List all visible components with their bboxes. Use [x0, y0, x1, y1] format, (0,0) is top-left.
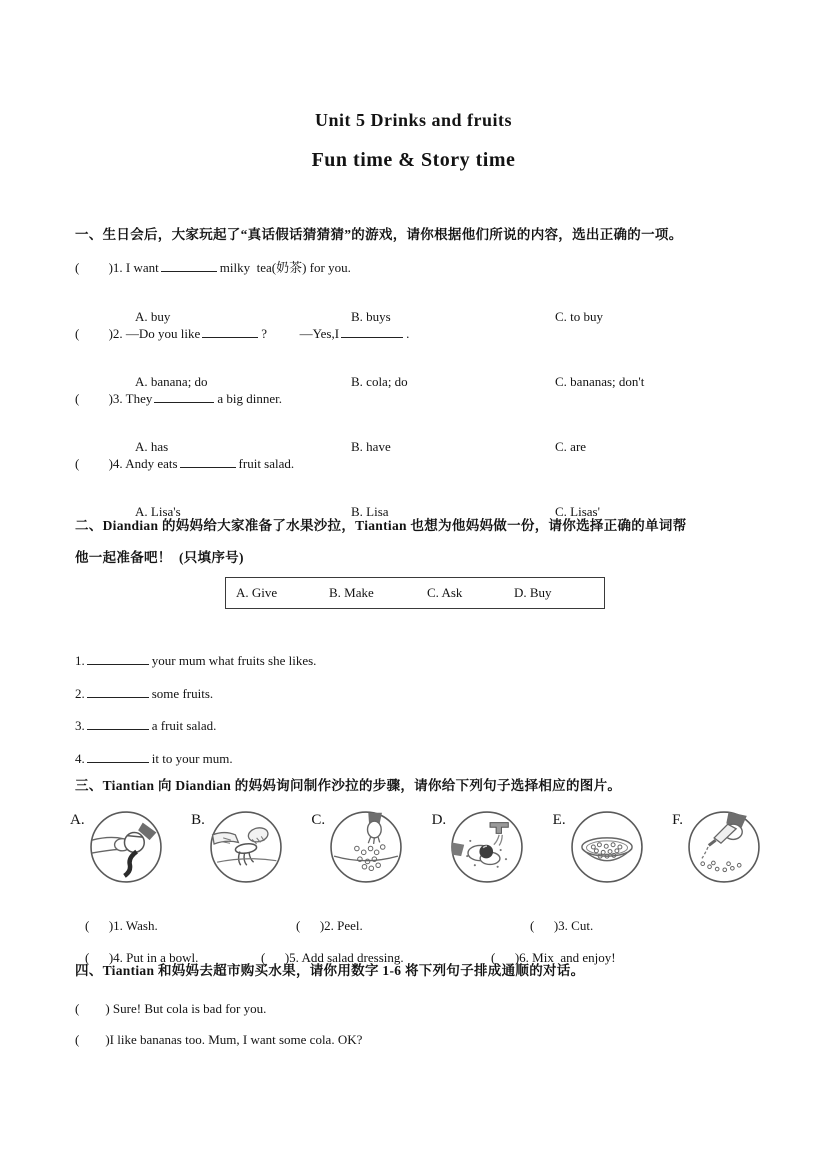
word-bank-option-a: A. Give — [236, 585, 278, 600]
option-a: A. buy — [135, 309, 171, 325]
answer-blank — [161, 259, 217, 272]
step-1-wash: ( )1. Wash. — [85, 918, 158, 934]
option-b: B. cola; do — [351, 374, 408, 390]
wash-fruit-image — [449, 806, 525, 888]
fruit-salad-bowl-image — [569, 806, 645, 888]
step-6-mix-enjoy: ( )6. Mix and enjoy! — [491, 950, 616, 966]
question-2-text: ( )2. —Do you like — [75, 326, 201, 341]
fill-item-1 — [75, 652, 316, 669]
step-4-put-in-bowl: ( )4. Put in a bowl. — [85, 950, 199, 966]
image-a-label: A. — [70, 812, 85, 828]
section3-heading: 三、Tiantian 向 Diandian 的妈妈询问制作沙拉的步骤，请你给下列句子选择相应的图片。 — [75, 778, 622, 793]
option-c: C. are — [555, 439, 587, 455]
section1-heading: 一、生日会后，大家玩起了“真话假话猜猜猜”的游戏，请你根据他们所说的内容，选出正确的一项。 — [75, 227, 683, 242]
page-title: Unit 5 Drinks and fruits — [314, 110, 513, 130]
dialogue-line-2: ( )I like bananas too. Mum, I want some cola. OK? — [75, 1032, 363, 1047]
word-bank-box — [225, 577, 605, 609]
image-d — [432, 806, 526, 888]
image-e — [553, 806, 645, 888]
question-3-text-after: a big dinner. — [217, 391, 283, 406]
peel-banana-image — [208, 806, 284, 888]
word-bank-option-c: C. Ask — [427, 585, 463, 600]
image-e-label: E. — [552, 812, 566, 828]
item-number: 4. — [75, 751, 85, 766]
word-bank-option-d: D. Buy — [514, 585, 552, 600]
option-b: B. buys — [351, 309, 391, 325]
put-in-bowl-image — [328, 806, 404, 888]
question-4 — [75, 455, 294, 472]
question-2-text-after: . — [406, 326, 410, 341]
fill-item-4 — [75, 750, 233, 767]
image-f — [672, 806, 762, 888]
question-4-text-after: fruit salad. — [238, 456, 295, 471]
answer-blank — [87, 685, 149, 698]
option-c: C. to buy — [555, 309, 604, 325]
fill-item-2 — [75, 685, 213, 702]
fill-item-3 — [75, 717, 216, 734]
item-number: 3. — [75, 718, 85, 733]
answer-blank — [180, 455, 236, 468]
question-3-text: ( )3. They — [75, 391, 153, 406]
question-4-text: ( )4. Andy eats — [75, 456, 178, 471]
step-5-add-dressing: ( )5. Add salad dressing. — [261, 950, 404, 966]
add-dressing-image — [686, 806, 762, 888]
option-a: A. banana; do — [135, 374, 208, 390]
section2-heading-line2: 他一起准备吧！ (只填序号) — [75, 550, 244, 565]
question-2-text-mid: ? —Yes,I — [261, 326, 340, 341]
image-b-label: B. — [191, 812, 205, 828]
answer-blank — [87, 717, 149, 730]
step-3-cut: ( )3. Cut. — [530, 918, 594, 934]
item-number: 2. — [75, 686, 85, 701]
salad-step-images — [70, 806, 762, 888]
dialogue-line-1: ( ) Sure! But cola is bad for you. — [75, 1001, 267, 1016]
page-subtitle: Fun time & Story time — [311, 149, 516, 171]
answer-blank — [87, 652, 149, 665]
option-b: B. have — [351, 439, 391, 455]
option-b: B. Lisa — [351, 504, 389, 520]
image-d-label: D. — [431, 812, 447, 828]
option-c: C. Lisas' — [555, 504, 600, 520]
image-c-label: C. — [311, 812, 326, 828]
question-1 — [75, 259, 351, 276]
item-text: a fruit salad. — [151, 718, 217, 733]
answer-blank — [341, 325, 403, 338]
question-3 — [75, 390, 282, 407]
word-bank-option-b: B. Make — [329, 585, 374, 600]
item-text: some fruits. — [151, 686, 214, 701]
option-a: A. has — [135, 439, 169, 455]
option-a: A. Lisa's — [135, 504, 181, 520]
answer-blank — [87, 750, 149, 763]
section4-heading: 四、Tiantian 和妈妈去超市购买水果，请你用数字 1-6 将下列句子排成通顺的对话。 — [75, 963, 585, 978]
peel-apple-image — [88, 806, 164, 888]
image-b — [191, 806, 284, 888]
image-a — [70, 806, 164, 888]
section2-heading-line1: 二、Diandian 的妈妈给大家准备了水果沙拉，Tiantian 也想为他妈妈做一份，请你选择正确的单词帮 — [75, 518, 687, 533]
question-2 — [75, 325, 409, 342]
step-2-peel: ( )2. Peel. — [296, 918, 363, 934]
answer-blank — [202, 325, 258, 338]
item-number: 1. — [75, 653, 85, 668]
image-f-label: F. — [672, 812, 683, 828]
question-1-text: ( )1. I want — [75, 260, 159, 275]
question-1-text-after: milky tea(奶茶) for you. — [219, 260, 351, 275]
item-text: your mum what fruits she likes. — [151, 653, 317, 668]
option-c: C. bananas; don't — [555, 374, 645, 390]
item-text: it to your mum. — [151, 751, 233, 766]
answer-blank — [154, 390, 214, 403]
image-c — [311, 806, 404, 888]
